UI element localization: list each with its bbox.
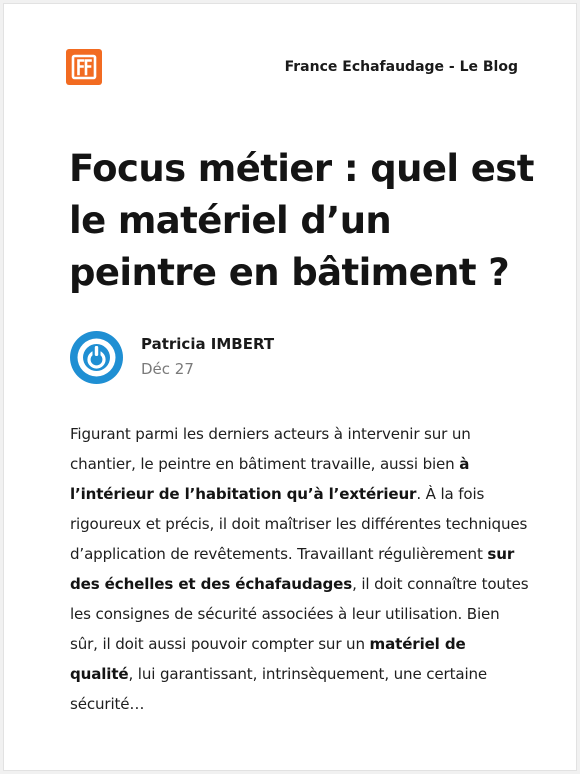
paragraph-bold-segment: sur des échelles et des échafaudages — [70, 545, 515, 593]
paragraph-bold-segment: matériel de qualité — [70, 635, 466, 683]
paragraph-segment: Figurant parmi les derniers acteurs à intervenir sur un chantier, le peintre en bâtiment travaille, aussi bien — [70, 425, 471, 473]
paragraph-segment: , il doit connaître toutes les consignes de sécurité associées à leur utilisation. Bien sûr, il doit aussi pouvoir compter sur un — [70, 575, 529, 653]
blog-header — [66, 49, 518, 87]
paragraph-segment: , lui garantissant, intrinsèquement, une certaine sécurité… — [70, 665, 488, 713]
author-name[interactable]: Patricia IMBERT — [141, 335, 275, 353]
paragraph-segment: . À la fois rigoureux et précis, il doit maîtriser les différentes techniques d’application de revêtements. Travaillant régulièrement — [70, 485, 528, 563]
article-intro-paragraph — [70, 419, 530, 719]
site-name-link[interactable]: France Echafaudage - Le Blog — [284, 59, 518, 75]
author-block — [70, 330, 510, 386]
power-avatar-icon[interactable] — [70, 331, 123, 384]
post-date: Déc 27 — [141, 360, 194, 378]
article-title: Focus métier : quel est le matériel d’un peintre en bâtiment ? — [69, 147, 534, 294]
france-echafaudage-logo-icon[interactable] — [66, 49, 102, 85]
paragraph-bold-segment: à l’intérieur de l’habitation qu’à l’extérieur — [70, 455, 470, 503]
blog-post-page — [3, 3, 577, 771]
